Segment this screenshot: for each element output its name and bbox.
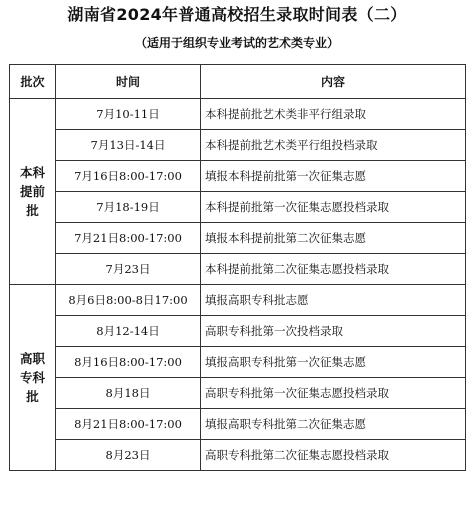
table-row bbox=[10, 378, 466, 409]
content-cell: 填报高职专科批志愿 bbox=[201, 285, 466, 316]
time-cell: 7月10-11日 bbox=[56, 99, 201, 130]
time-cell: 8月23日 bbox=[56, 440, 201, 471]
table-row bbox=[10, 285, 466, 316]
time-cell: 7月16日8:00-17:00 bbox=[56, 161, 201, 192]
content-cell: 本科提前批第二次征集志愿投档录取 bbox=[201, 254, 466, 285]
content-cell: 高职专科批第一次投档录取 bbox=[201, 316, 466, 347]
time-cell: 8月18日 bbox=[56, 378, 201, 409]
batch-cell-vocational: 高职 专科 批 bbox=[10, 285, 56, 471]
table-header-row bbox=[10, 65, 466, 99]
time-cell: 8月6日8:00-8日17:00 bbox=[56, 285, 201, 316]
time-cell: 7月13日-14日 bbox=[56, 130, 201, 161]
table-row bbox=[10, 316, 466, 347]
content-cell: 本科提前批艺术类平行组投档录取 bbox=[201, 130, 466, 161]
table-row bbox=[10, 409, 466, 440]
time-cell: 7月23日 bbox=[56, 254, 201, 285]
content-cell: 高职专科批第二次征集志愿投档录取 bbox=[201, 440, 466, 471]
time-cell: 8月21日8:00-17:00 bbox=[56, 409, 201, 440]
page-title: 湖南省2024年普通高校招生录取时间表（二） bbox=[67, 5, 407, 24]
time-cell: 7月18-19日 bbox=[56, 192, 201, 223]
table-row bbox=[10, 130, 466, 161]
table-row bbox=[10, 99, 466, 130]
header-batch: 批次 bbox=[10, 65, 56, 99]
time-cell: 8月16日8:00-17:00 bbox=[56, 347, 201, 378]
content-cell: 本科提前批艺术类非平行组录取 bbox=[201, 99, 466, 130]
time-cell: 7月21日8:00-17:00 bbox=[56, 223, 201, 254]
table-row bbox=[10, 192, 466, 223]
table-row bbox=[10, 347, 466, 378]
header-content: 内容 bbox=[201, 65, 466, 99]
table-row bbox=[10, 254, 466, 285]
header-time: 时间 bbox=[56, 65, 201, 99]
content-cell: 高职专科批第一次征集志愿投档录取 bbox=[201, 378, 466, 409]
content-cell: 本科提前批第一次征集志愿投档录取 bbox=[201, 192, 466, 223]
table-row bbox=[10, 223, 466, 254]
content-cell: 填报本科提前批第二次征集志愿 bbox=[201, 223, 466, 254]
batch-cell-undergraduate-early: 本科 提前 批 bbox=[10, 99, 56, 285]
content-cell: 填报本科提前批第一次征集志愿 bbox=[201, 161, 466, 192]
schedule-table bbox=[9, 64, 466, 471]
content-cell: 填报高职专科批第二次征集志愿 bbox=[201, 409, 466, 440]
content-cell: 填报高职专科批第一次征集志愿 bbox=[201, 347, 466, 378]
page-subtitle: （适用于组织专业考试的艺术类专业） bbox=[134, 36, 339, 50]
table-row bbox=[10, 161, 466, 192]
time-cell: 8月12-14日 bbox=[56, 316, 201, 347]
table-row bbox=[10, 440, 466, 471]
